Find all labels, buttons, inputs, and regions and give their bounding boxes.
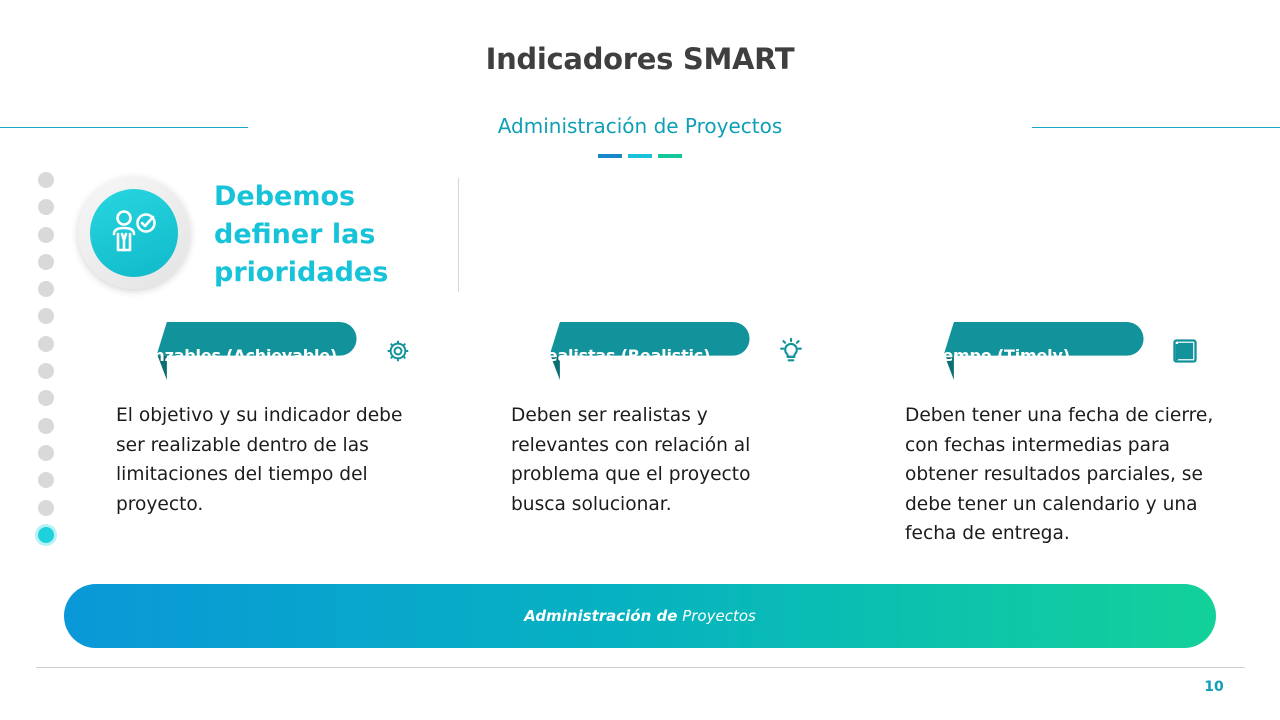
card-label: A: Alcanzables (Achievable)	[92, 346, 338, 365]
progress-dot	[38, 227, 54, 243]
person-check-icon	[106, 205, 162, 261]
progress-dot	[38, 500, 54, 516]
card-icon-holder	[1162, 328, 1208, 374]
progress-dot	[38, 418, 54, 434]
banner-text-bold: Administración de	[524, 607, 678, 625]
card-description: El objetivo y su indicador debe ser realizable dentro de las limitaciones del tiempo del proyecto.	[116, 405, 403, 515]
banner-text	[524, 607, 756, 625]
progress-dot	[38, 172, 54, 188]
card-description: Deben ser realistas y relevantes con relación al problema que el proyecto busca solucionar.	[511, 405, 751, 515]
banner-text-rest: Proyectos	[682, 607, 756, 625]
gear-icon	[385, 338, 411, 364]
footer-banner	[64, 584, 1216, 648]
slide-progress-dots	[38, 172, 54, 554]
progress-dot	[38, 308, 54, 324]
accent-dash-3	[658, 154, 682, 158]
progress-dot	[38, 445, 54, 461]
card-label: T: Tiempo (Timely)	[905, 346, 1070, 365]
progress-dot	[38, 281, 54, 297]
card-icon-holder	[375, 328, 421, 374]
progress-dot	[38, 199, 54, 215]
progress-dot	[38, 336, 54, 352]
progress-dot-active	[38, 527, 54, 543]
card-label: R: Realistas (Realistic)	[511, 346, 711, 365]
progress-dot	[38, 390, 54, 406]
progress-dot	[38, 363, 54, 379]
slide-title: Indicadores SMART	[485, 42, 795, 76]
page-number: 10	[1204, 679, 1224, 695]
progress-dot	[38, 254, 54, 270]
card-icon-holder	[768, 328, 814, 374]
accent-dash-1	[598, 154, 622, 158]
pages-icon	[1171, 337, 1199, 365]
heading-icon-badge	[78, 177, 190, 289]
lightbulb-gear-icon	[777, 337, 805, 365]
slide-subtitle: Administración de Proyectos	[497, 114, 783, 138]
progress-dot	[38, 472, 54, 488]
accent-dash-2	[628, 154, 652, 158]
heading-divider	[458, 178, 459, 292]
priorities-heading: Debemos definer las prioridades	[214, 181, 389, 288]
footer-rule	[36, 667, 1245, 668]
card-description: Deben tener una fecha de cierre, con fechas intermedias para obtener resultados parciales, se debe tener un calendario y una fecha de entrega.	[905, 405, 1214, 544]
